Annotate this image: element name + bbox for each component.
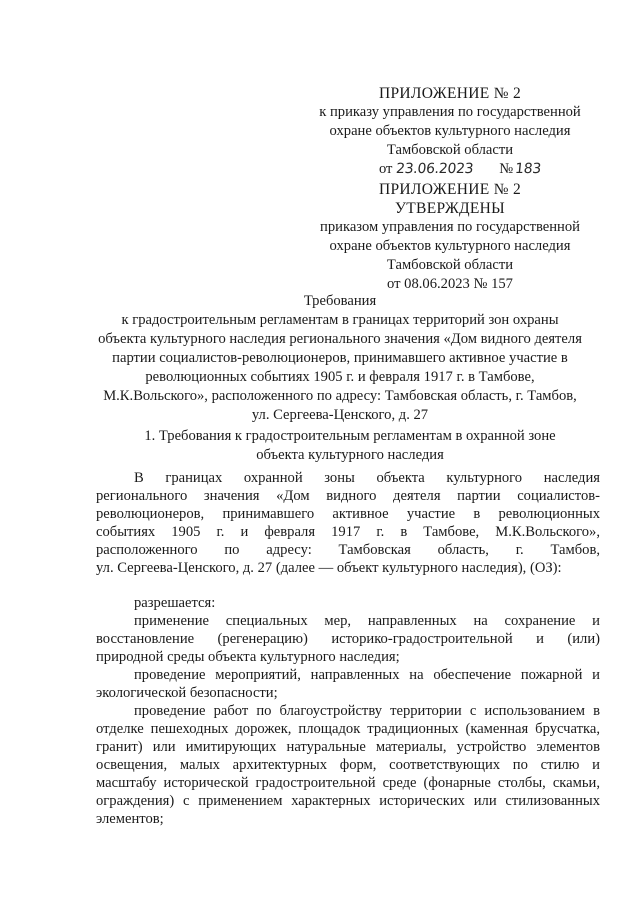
- paragraph-line: В границах охранной зоны объекта культурного наследия: [134, 470, 600, 486]
- number-prefix: №: [499, 161, 514, 177]
- section-heading: [100, 427, 600, 465]
- appendix-title: ПРИЛОЖЕНИЕ № 2: [378, 181, 522, 198]
- allowed-label: разрешается:: [134, 595, 216, 611]
- allowed-item-line: элементов;: [96, 811, 164, 827]
- allowed-item-line: проведение работ по благоустройству территории с использованием в: [134, 703, 600, 719]
- header-line: приказом управления по государственной: [320, 219, 580, 235]
- header-line: охране объектов культурного наследия: [329, 123, 571, 139]
- header-line: Тамбовской области: [386, 257, 514, 273]
- allowed-item-line: применение специальных мер, направленных на сохранение и: [134, 613, 600, 629]
- requirements-line: М.К.Вольского», расположенного по адресу: Тамбовская область, г. Тамбов,: [103, 388, 577, 404]
- allowed-list: [96, 594, 600, 828]
- allowed-item-line: гранит) или имитирующих натуральные материалы, устройство элементов: [96, 739, 600, 755]
- order-date-line: [300, 160, 600, 179]
- order-date: от 08.06.2023: [387, 276, 470, 292]
- requirements-title: Требования: [303, 293, 377, 309]
- appendix-header-original: [300, 180, 600, 294]
- appendix-title: ПРИЛОЖЕНИЕ № 2: [378, 85, 522, 102]
- header-line: Тамбовской области: [386, 142, 514, 158]
- approved-label: УТВЕРЖДЕНЫ: [395, 200, 505, 217]
- handwritten-date: 23.06.2023: [395, 161, 475, 177]
- header-line: к приказу управления по государственной: [319, 104, 581, 120]
- allowed-item-line: восстановление (регенерацию) историко-градостроительной и (или): [96, 631, 600, 647]
- paragraph-line: ул. Сергеева-Ценского, д. 27 (далее — объект культурного наследия), (ОЗ):: [96, 560, 562, 576]
- allowed-item-line: экологической безопасности;: [96, 685, 278, 701]
- handwritten-number: 183: [514, 161, 542, 177]
- paragraph-intro: [96, 469, 600, 577]
- allowed-item-line: проведение мероприятий, направленных на обеспечение пожарной и: [134, 667, 600, 683]
- allowed-item-line: ограждения) с применением характерных исторических или стилизованных: [96, 793, 600, 809]
- order-number: № 157: [473, 276, 513, 292]
- section-heading-line: объекта культурного наследия: [256, 447, 444, 463]
- requirements-line: ул. Сергеева-Ценского, д. 27: [251, 407, 429, 423]
- requirements-line: партии социалистов-революционеров, принимавшего активное участие в: [112, 350, 568, 366]
- header-line: охране объектов культурного наследия: [329, 238, 571, 254]
- paragraph-line: событиях 1905 г. и февраля 1917 г. в Тамбове, М.К.Вольского»,: [96, 524, 600, 540]
- paragraph-line: расположенного по адресу: Тамбовская область, г. Тамбов,: [96, 542, 600, 558]
- requirements-line: к градостроительным регламентам в границах территорий зон охраны: [121, 312, 559, 328]
- date-prefix: от: [378, 161, 393, 177]
- paragraph-line: регионального значения «Дом видного деятеля партии социалистов-: [96, 488, 600, 504]
- section-heading-line: 1. Требования к градостроительным регламентам в охранной зоне: [144, 428, 556, 444]
- requirements-line: объекта культурного наследия регионального значения «Дом видного деятеля: [98, 331, 582, 347]
- allowed-item-line: отделке пешеходных дорожек, площадок традиционных (каменная брусчатка,: [96, 721, 600, 737]
- allowed-item-line: масштабу исторической градостроительной среде (фонарные столбы, скамьи,: [96, 775, 600, 791]
- allowed-item-line: освещения, малых архитектурных форм, соответствующих по стилю и: [96, 757, 600, 773]
- appendix-header-amending: [300, 84, 600, 179]
- paragraph-line: революционеров, принимавшего активное участие в революционных: [96, 506, 600, 522]
- allowed-item-line: природной среды объекта культурного наследия;: [96, 649, 400, 665]
- requirements-line: революционных событиях 1905 г. и февраля 1917 г. в Тамбове,: [145, 369, 535, 385]
- requirements-heading: [80, 292, 600, 425]
